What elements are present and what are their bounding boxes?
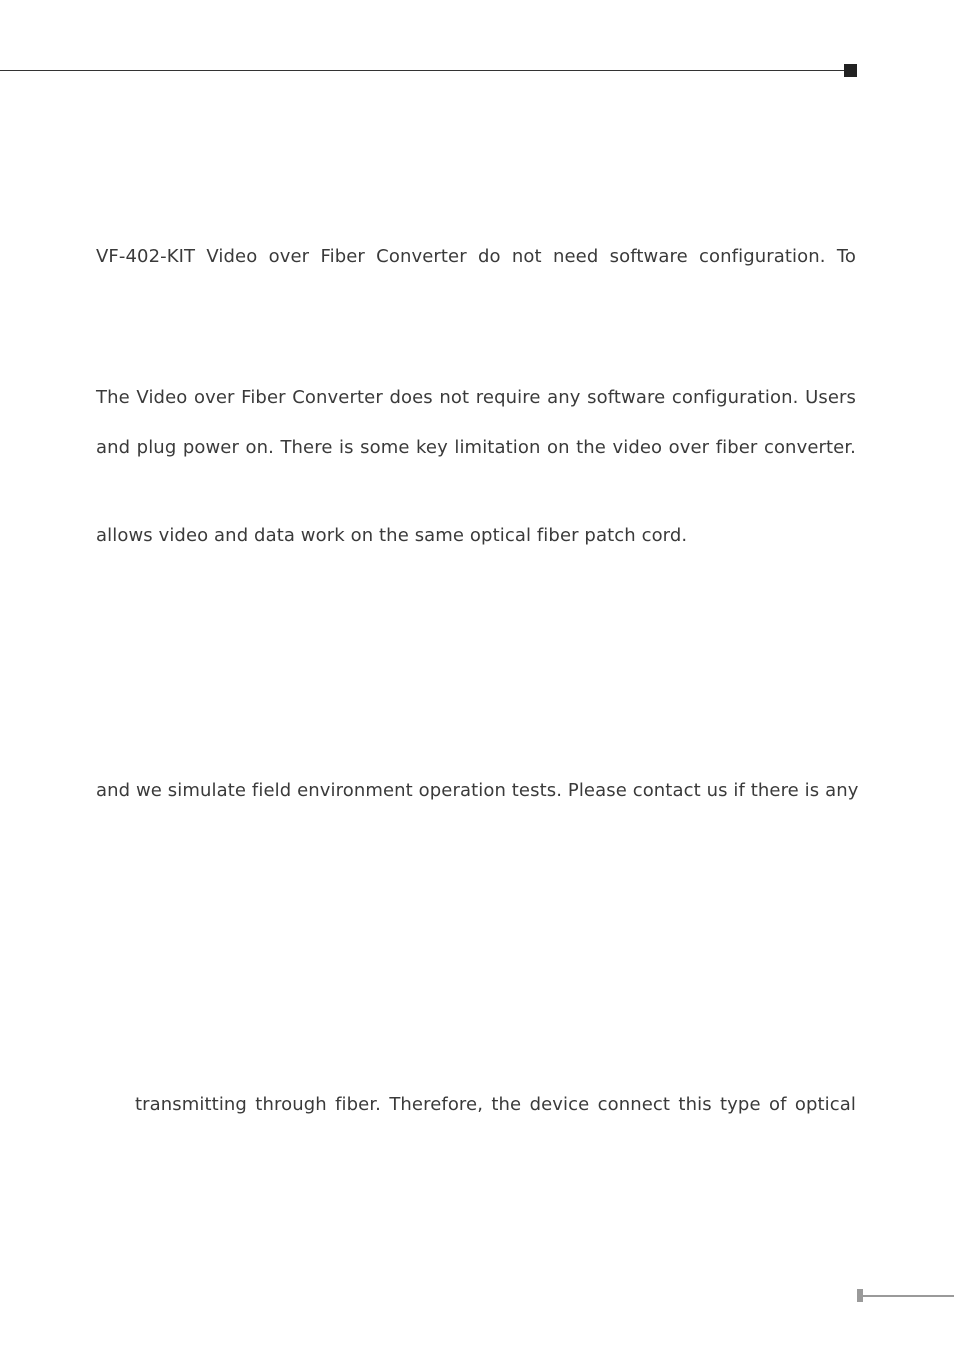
header-rule [0, 70, 846, 71]
footer-rule [860, 1295, 954, 1297]
text-line-1: VF-402-KIT Video over Fiber Converter do not need software configuration. To [96, 246, 856, 267]
text-line-4: allows video and data work on the same optical fiber patch cord. [96, 525, 688, 546]
header-square-marker [844, 64, 857, 77]
text-line-6: transmitting through fiber. Therefore, the device connect this type of optical [135, 1094, 856, 1115]
text-line-3: and plug power on. There is some key limitation on the video over fiber converter. [96, 437, 856, 458]
text-line-5: and we simulate field environment operation tests. Please contact us if there is any [96, 780, 859, 801]
footer-tick-marker [857, 1289, 863, 1302]
text-line-2: The Video over Fiber Converter does not require any software configuration. Users [96, 387, 856, 408]
